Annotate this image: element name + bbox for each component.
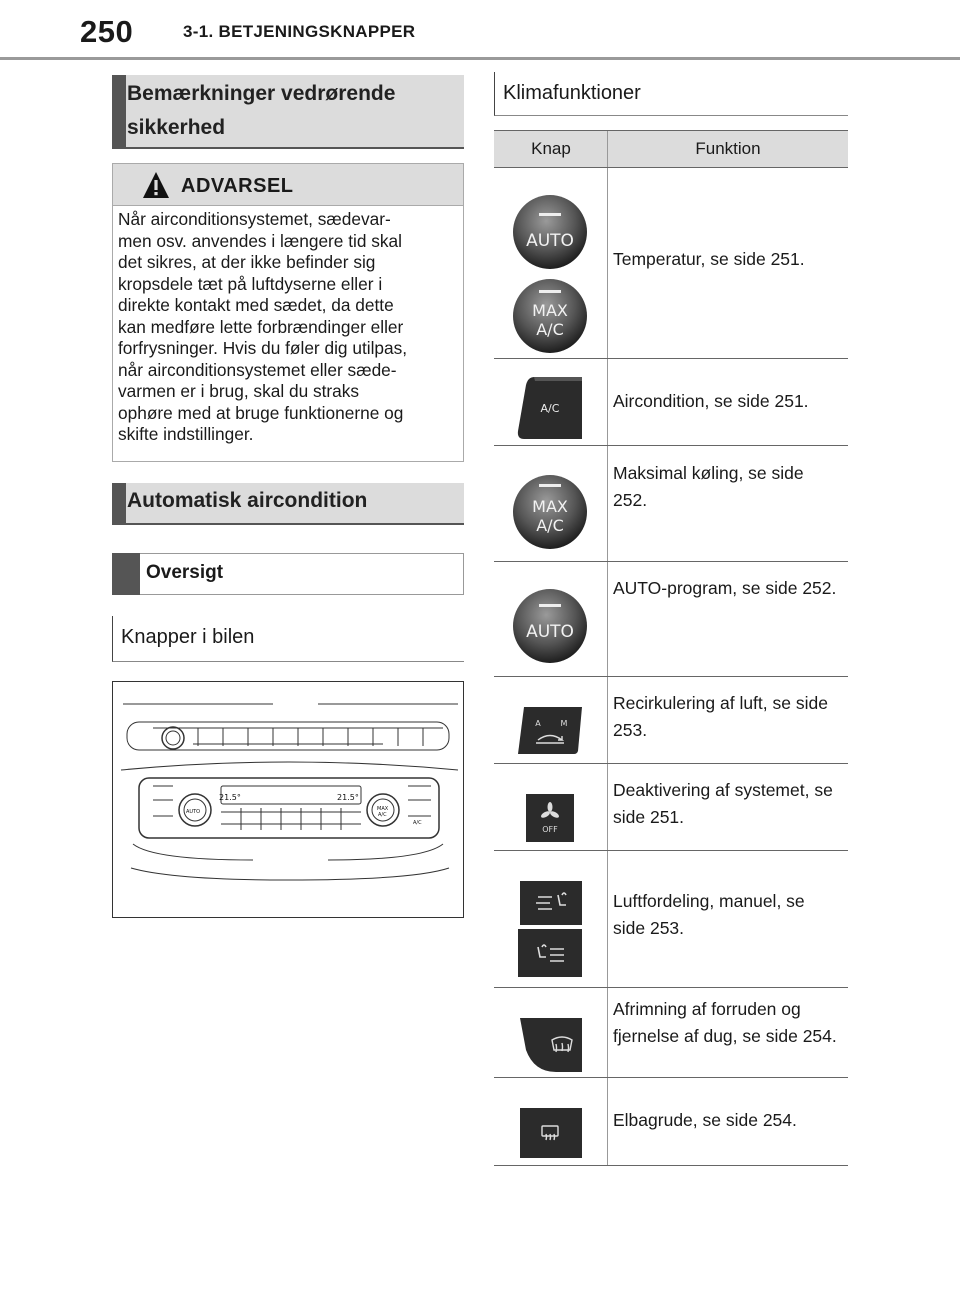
knob-auto-text: AUTO xyxy=(526,231,574,251)
panel-temp-left: 21.5° xyxy=(219,793,241,802)
auto-ac-section-title xyxy=(112,483,464,525)
warning-text: Når airconditionsystemet, sædevar- men osv. anvendes i længere tid skal det sikres, at der ikke befinder sig kropsdele tæt på luftdyserne eller i direkte kontakt med sædet, da dette kan medføre lette forbrændinger eller forfrysninger. Hvis du føler dig utilpas, når airconditionsystemet eller sæde- varmen er i brug, skal du straks ophøre med at bruge funktionerne og skifte indstillinger. xyxy=(118,209,408,444)
table-row xyxy=(494,677,848,764)
air-distribution-buttons-icon xyxy=(494,851,607,987)
warning-header xyxy=(113,164,463,206)
safety-title-line2: sikkerhed xyxy=(127,116,226,139)
button-ac-text: A/C xyxy=(540,402,560,415)
panel-ac-label: A/C xyxy=(413,820,422,826)
safety-title-line1: Bemærkninger vedrørende xyxy=(127,82,396,105)
panel-auto-label: AUTO xyxy=(186,809,201,815)
col-button-header: Knap xyxy=(531,139,571,158)
table-row xyxy=(494,1078,848,1166)
function-recirculation: Recirkulering af luft, se side 253. xyxy=(613,693,828,740)
col-function-header: Funktion xyxy=(695,139,761,158)
knob-max-text: MAX xyxy=(532,301,568,320)
table-row xyxy=(494,168,848,359)
fan-off-button-icon xyxy=(494,764,607,850)
climate-heading xyxy=(494,72,848,116)
table-row xyxy=(494,764,848,851)
table-row xyxy=(494,851,848,988)
buttons-heading-text: Knapper i bilen xyxy=(121,626,255,648)
windshield-defrost-button-icon xyxy=(494,988,607,1077)
knob-ac-text: A/C xyxy=(536,320,564,339)
auto-and-max-ac-knobs-icon xyxy=(494,168,607,358)
safety-section-title xyxy=(112,75,464,149)
control-panel-drawing xyxy=(113,682,462,916)
function-rear-window-heater: Elbagrude, se side 254. xyxy=(613,1110,797,1130)
panel-max-label: MAX xyxy=(377,806,389,812)
function-auto-program: AUTO-program, se side 252. xyxy=(613,578,837,598)
function-defrost: Afrimning af forruden og fjernelse af dug, se side 254. xyxy=(613,999,837,1046)
overview-title: Oversigt xyxy=(146,562,224,583)
warning-triangle-icon xyxy=(142,170,170,200)
function-deactivate: Deaktivering af systemet, se side 251. xyxy=(613,780,833,827)
knob-ac-text-2: A/C xyxy=(536,516,564,535)
rear-window-heat-button-icon xyxy=(494,1078,607,1165)
function-aircondition: Aircondition, se side 251. xyxy=(613,391,809,411)
chapter-title: 3-1. BETJENINGSKNAPPER xyxy=(183,22,416,41)
knob-auto-text-2: AUTO xyxy=(526,622,574,642)
table-header xyxy=(494,130,848,168)
recirc-a-text: A xyxy=(535,719,541,728)
knob-max-text-2: MAX xyxy=(532,497,568,516)
recirc-m-text: M xyxy=(560,719,568,728)
function-air-distribution: Luftfordeling, manuel, se side 253. xyxy=(613,891,805,938)
max-ac-knob-icon xyxy=(494,446,607,561)
panel-temp-right: 21.5° xyxy=(337,793,359,802)
auto-ac-title: Automatisk aircondition xyxy=(127,489,368,512)
table-row xyxy=(494,988,848,1078)
function-max-cooling: Maksimal køling, se side 252. xyxy=(613,463,804,510)
fan-off-text: OFF xyxy=(542,825,558,834)
table-row xyxy=(494,562,848,677)
header-rule xyxy=(0,57,960,60)
warning-box xyxy=(112,163,464,462)
panel-max-ac-label: A/C xyxy=(378,812,387,818)
page-number: 250 xyxy=(80,14,134,49)
climate-heading-text: Klimafunktioner xyxy=(503,82,641,104)
climate-functions-table xyxy=(494,130,848,1166)
control-panel-illustration xyxy=(112,681,464,918)
warning-title: ADVARSEL xyxy=(181,175,294,197)
auto-knob-icon xyxy=(494,562,607,676)
ac-button-icon xyxy=(494,359,607,445)
table-row xyxy=(494,359,848,446)
overview-subtitle xyxy=(112,553,464,595)
function-temperature: Temperatur, se side 251. xyxy=(613,249,805,269)
buttons-heading xyxy=(112,616,464,662)
recirculation-button-icon xyxy=(494,677,607,763)
table-row xyxy=(494,446,848,562)
